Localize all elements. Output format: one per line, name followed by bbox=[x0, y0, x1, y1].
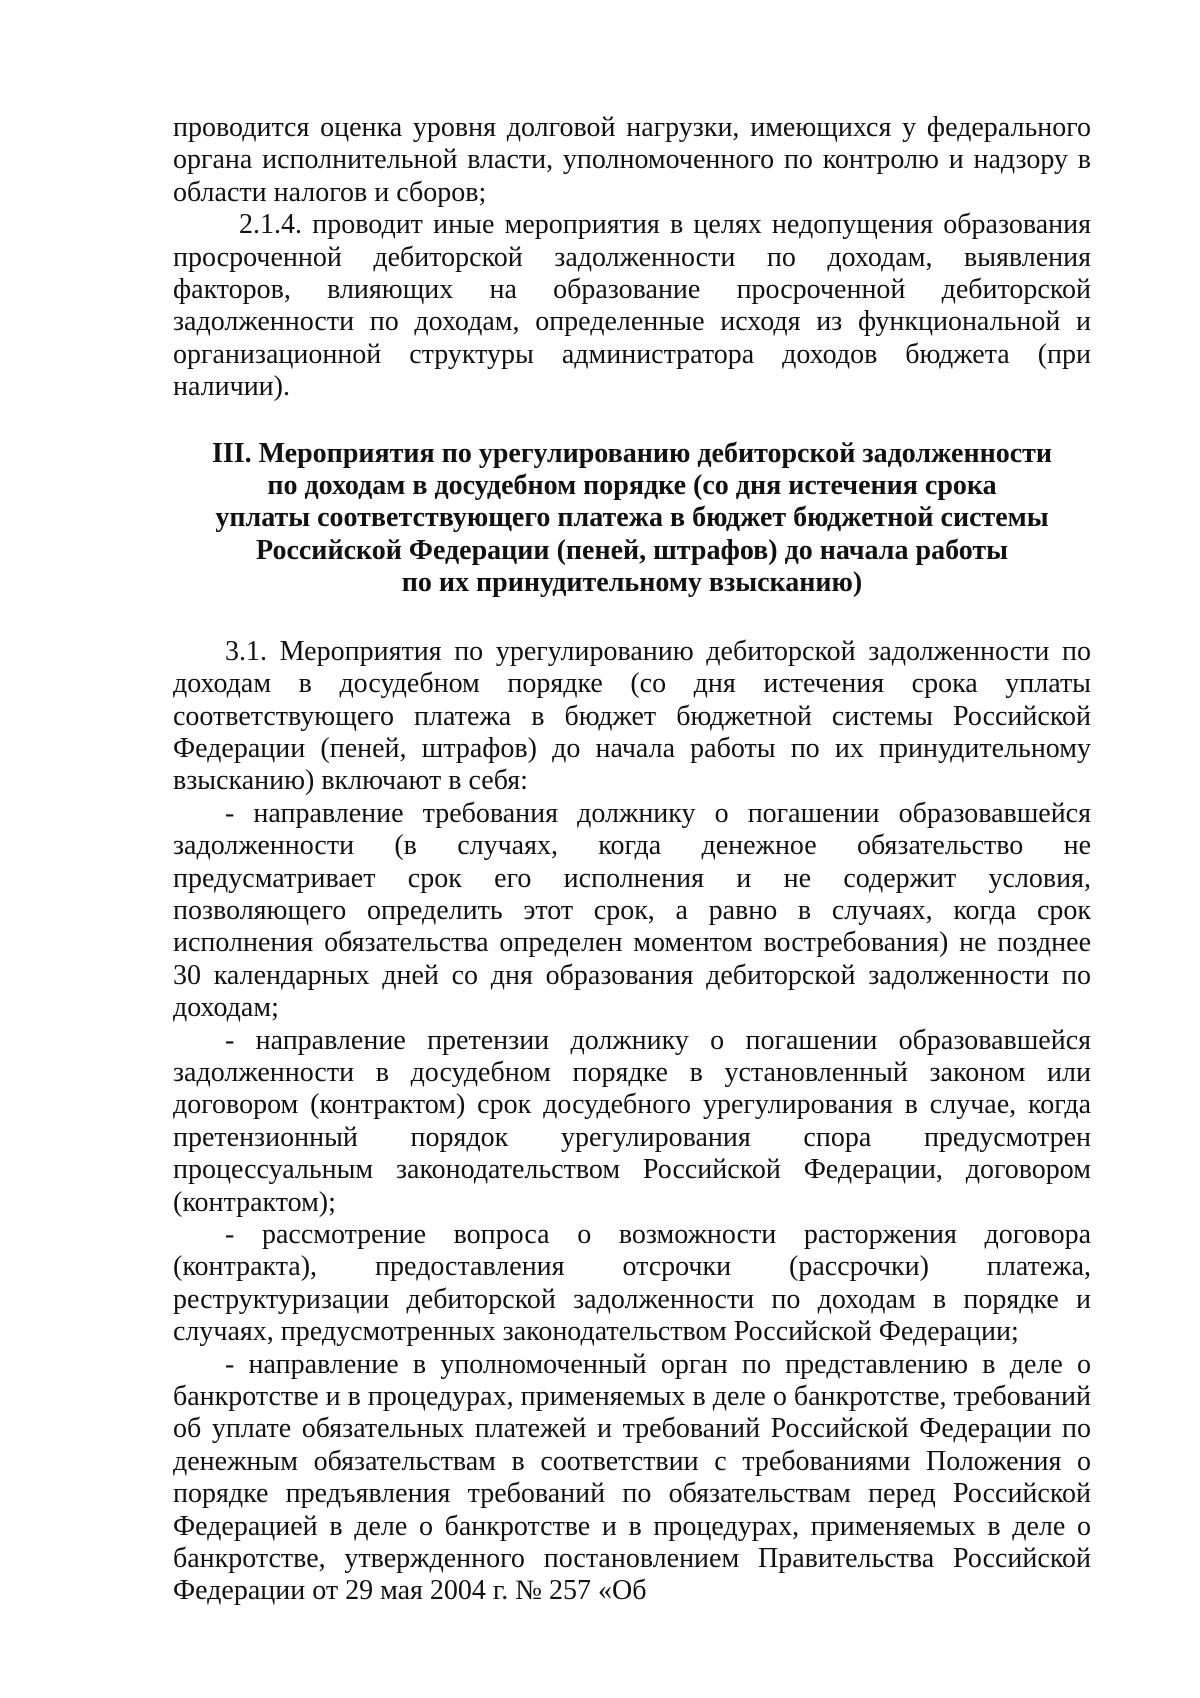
document-page bbox=[173, 112, 1091, 1608]
paragraph-2-1-4: 2.1.4. проводит иные мероприятия в целях недопущения образования просроченной дебиторской задолженности по доходам, выявления факторов, влияющих на образование просроченной дебиторской задолженности по доходам, определенные исходя из функциональной и организационной структуры администратора доходов бюджета (при наличии). bbox=[173, 209, 1091, 403]
paragraph-continued: проводится оценка уровня долговой нагрузки, имеющихся у федерального органа исполнительной власти, уполномоченного по контролю и надзору в области налогов и сборов; bbox=[173, 112, 1091, 208]
list-item-bankruptcy: - направление в уполномоченный орган по представлению в деле о банкротстве и в процедурах, применяемых в деле о банкротстве, требований об уплате обязательных платежей и требований Российской Федерации по денежным обязательствам в соответствии с требованиями Положения о порядке предъявления требований по обязательствам перед Российской Федерацией в деле о банкротстве и в процедурах, применяемых в деле о банкротстве, утвержденного постановлением Правительства Российской Федерации от 29 мая 2004 г. № 257 «Об bbox=[173, 1348, 1091, 1607]
paragraph-3-1: 3.1. Мероприятия по урегулированию дебиторской задолженности по доходам в досудебном порядке (со дня истечения срока уплаты соответствующего платежа в бюджет бюджетной системы Российской Федерации (пеней, штрафов) до начала работы по их принудительному взысканию) включают в себя: bbox=[173, 635, 1091, 797]
section-heading-line: Российской Федерации (пеней, штрафов) до начала работы bbox=[256, 534, 1008, 566]
list-item-claim: - направление претензии должнику о погашении образовавшейся задолженности в досудебном порядке в установленный законом или договором (контрактом) срок досудебного урегулирования в случае, когда претензионный порядок урегулирования спора предусмотрен процессуальным законодательством Российской Федерации, договором (контрактом); bbox=[173, 1024, 1091, 1218]
list-item-demand: - направление требования должнику о погашении образовавшейся задолженности (в случаях, когда денежное обязательство не предусматривает срок его исполнения и не содержит условия, позволяющего определить этот срок, а равно в случаях, когда срок исполнения обязательства определен моментом востребования) не позднее 30 календарных дней со дня образования дебиторской задолженности по доходам; bbox=[173, 797, 1091, 1024]
list-item-contract-review: - рассмотрение вопроса о возможности расторжения договора (контракта), предоставления отсрочки (рассрочки) платежа, реструктуризации дебиторской задолженности по доходам в порядке и случаях, предусмотренных законодательством Российской Федерации; bbox=[173, 1219, 1091, 1348]
section-heading-line: по их принудительному взысканию) bbox=[401, 567, 863, 599]
section-heading bbox=[173, 438, 1091, 600]
section-heading-line: уплаты соответствующего платежа в бюджет бюджетной системы bbox=[215, 502, 1049, 534]
section-heading-line: III. Мероприятия по урегулированию дебиторской задолженности bbox=[211, 437, 1053, 469]
section-heading-line: по доходам в досудебном порядке (со дня истечения срока bbox=[267, 470, 997, 502]
